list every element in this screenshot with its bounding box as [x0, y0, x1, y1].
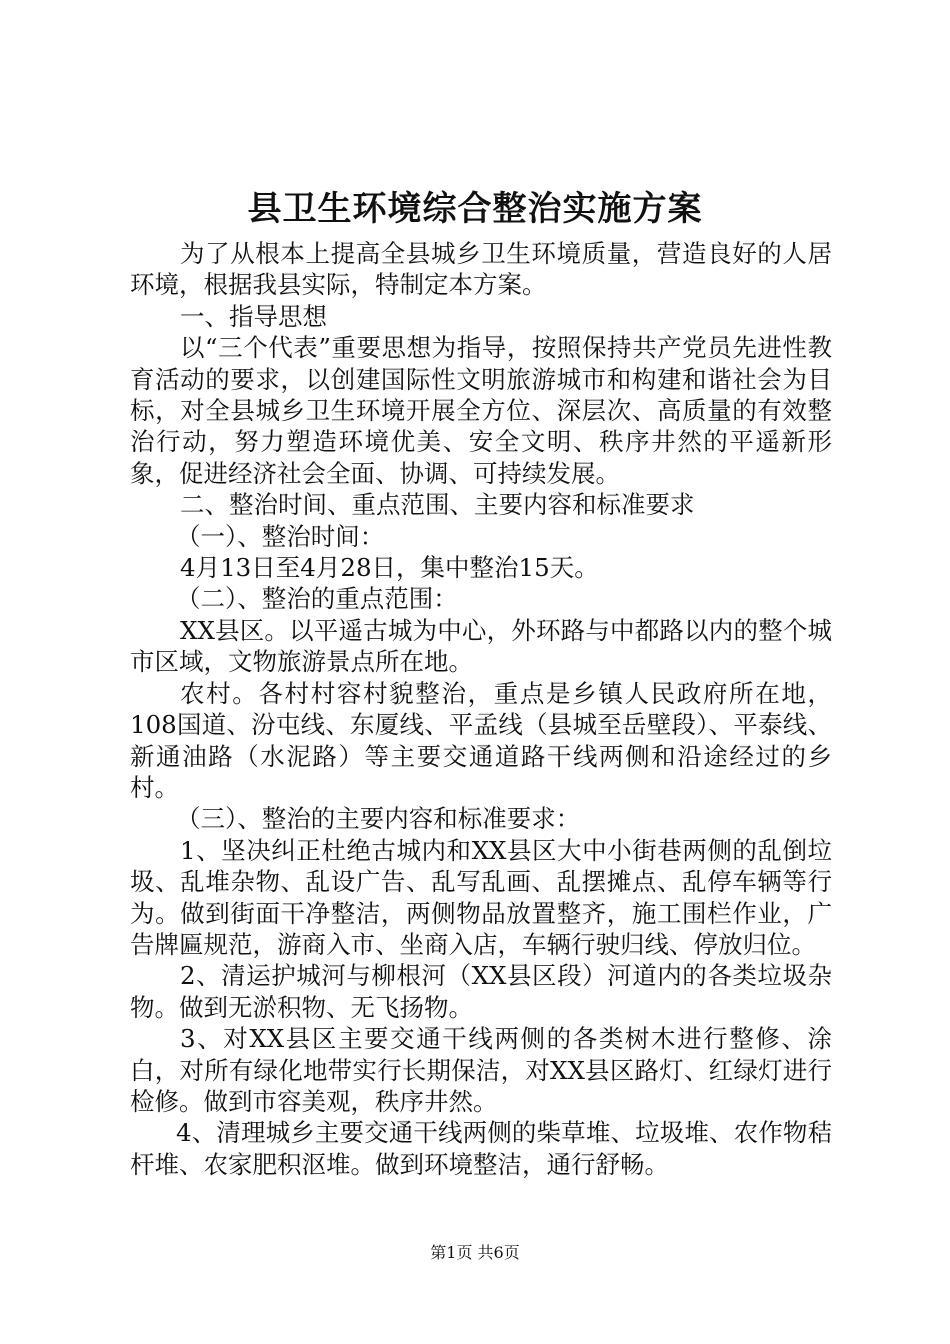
paragraph-item-4: 4、清理城乡主要交通干线两侧的柴草堆、垃圾堆、农作物秸杆堆、农家肥积沤堆。做到环境整洁，通行舒畅。: [130, 1118, 832, 1179]
paragraph-scope-county: XX县区。以平遥古城为中心，外环路与中都路以内的整个城市区域，文物旅游景点所在地。: [130, 615, 832, 677]
subheading-content: （三）、整治的主要内容和标准要求：: [176, 804, 581, 834]
heading-section-two: 二、整治时间、重点范围、主要内容和标准要求: [180, 490, 695, 520]
page-number: 第1页 共6页: [430, 1243, 520, 1262]
heading-guiding-thought: 一、指导思想: [180, 301, 327, 331]
paragraph-item-2: 2、清运护城河与柳根河（XX县区段）河道内的各类垃圾杂物。做到无淤积物、无飞扬物。: [130, 961, 832, 1022]
subheading-time: （一）、整治时间：: [176, 521, 385, 551]
paragraph-scope-rural: 农村。各村村容村貌整治，重点是乡镇人民政府所在地，108国道、汾屯线、东厦线、平孟线（县城至岳壁段）、平泰线、新通油路（水泥路）等主要交通道路干线两侧和沿途经过的乡村。: [130, 678, 832, 802]
paragraph-guiding-thought: 以“三个代表”重要思想为指导，按照保持共产党员先进性教育活动的要求，以创建国际性文明旅游城市和构建和谐社会为目标，对全县城乡卫生环境开展全方位、深层次、高质量的有效整治行动，努力塑造环境优美、安全文明、秩序井然的平遥新形象，促进经济社会全面、协调、可持续发展。: [130, 333, 832, 488]
paragraph-intro: 为了从根本上提高全县城乡卫生环境质量，营造良好的人居环境，根据我县实际，特制定本方案。: [130, 239, 832, 300]
document-title: 县卫生环境综合整治实施方案: [247, 189, 703, 229]
document-body: [130, 238, 832, 1180]
paragraph-item-1: 1、坚决纠正杜绝古城内和XX县区大中小街巷两侧的乱倒垃圾、乱堆杂物、乱设广告、乱写乱画、乱摆摊点、乱停车辆等行为。做到街面干净整洁，两侧物品放置整齐，施工围栏作业，广告牌匾规范，游商入市、坐商入店，车辆行驶归线、停放归位。: [130, 835, 832, 959]
paragraph-item-3: 3、对XX县区主要交通干线两侧的各类树木进行整修、涂白，对所有绿化地带实行长期保洁，对XX县区路灯、红绿灯进行检修。做到市容美观，秩序井然。: [130, 1024, 832, 1116]
paragraph-time: 4月13日至4月28日，集中整治15天。: [180, 553, 599, 583]
subheading-scope: （二）、整治的重点范围：: [176, 584, 458, 614]
